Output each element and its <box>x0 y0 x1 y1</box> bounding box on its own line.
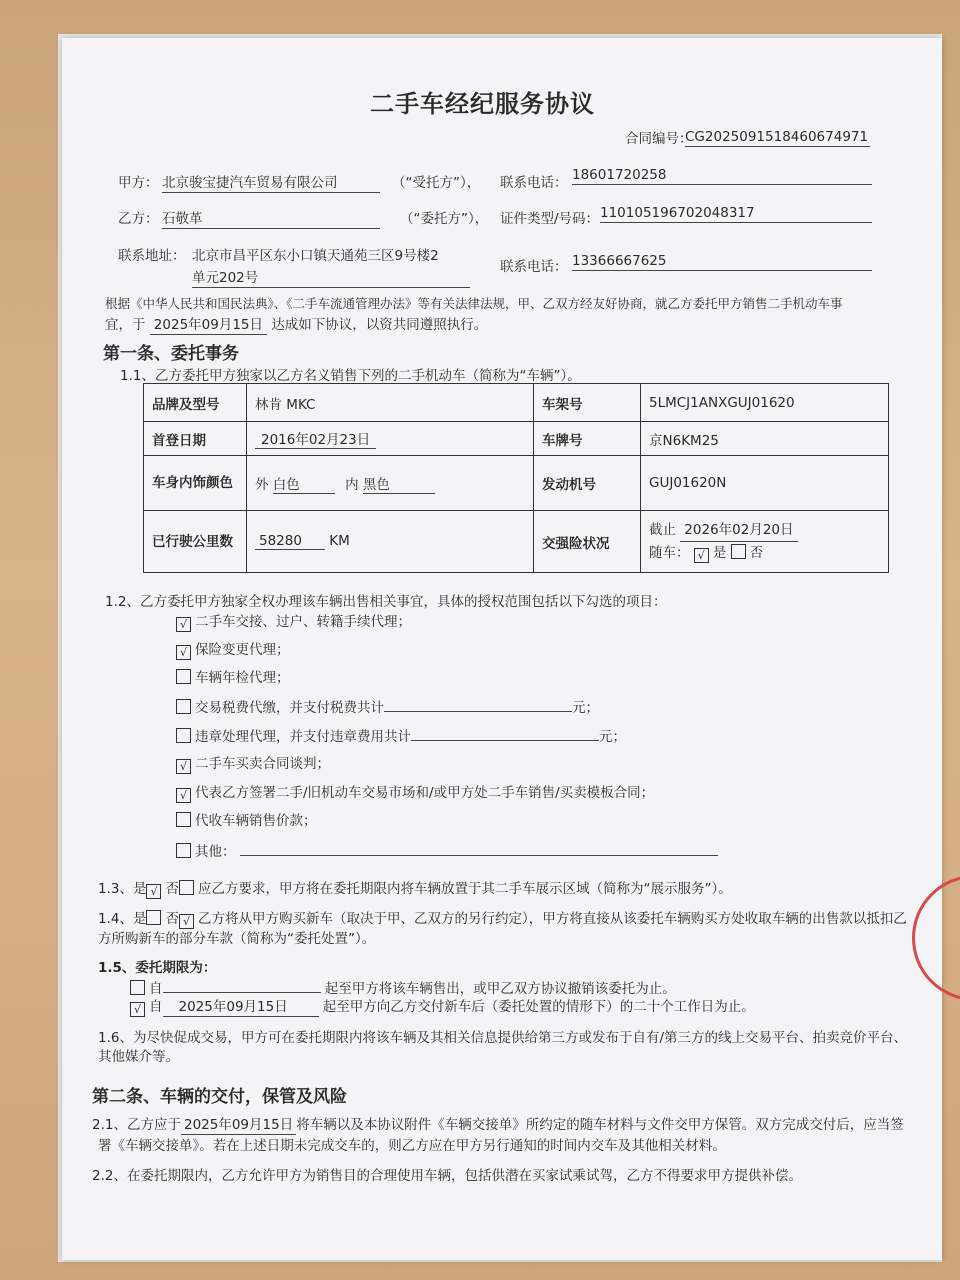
reg-date-label: 首登日期 <box>144 422 247 456</box>
color-label: 车身内饰颜色 <box>144 456 247 511</box>
option-8: 代收车辆销售价款； <box>176 812 317 830</box>
insurance-label: 交强险状况 <box>534 511 641 573</box>
checkbox-option-7[interactable]: √ <box>176 788 191 803</box>
option-5: 违章处理代理，并支付违章费用共计 元； <box>176 726 626 746</box>
party-b-id: 110105196702048317 <box>600 204 872 223</box>
clause-1-4: 1.4、是 否 √ 乙方将从甲方购买新车（取决于甲、乙双方的另行约定），甲方将直接从该委托车辆购买方处收取车辆的出售款以抵扣乙 <box>98 911 907 928</box>
clause-1-5-label: 1.5、委托期限为： <box>98 960 217 976</box>
checkbox-1-4-yes[interactable] <box>146 910 161 925</box>
checkbox-1-4-no[interactable]: √ <box>179 914 194 929</box>
party-a-phone-label: 联系电话： <box>500 175 568 191</box>
checkbox-1-3-yes[interactable]: √ <box>146 884 161 899</box>
option-7: √ 代表乙方签署二手/旧机动车交易市场和/或甲方处二手车销售/买卖模板合同； <box>176 784 654 803</box>
party-b-phone: 13366667625 <box>572 252 872 271</box>
color-cell: 外 白色 内 黑色 <box>247 456 534 511</box>
address-line2: 单元202号 <box>192 269 470 288</box>
tax-amount-blank[interactable] <box>384 697 572 712</box>
checkbox-option-9[interactable] <box>176 843 191 858</box>
party-a-role: （“受托方”）， <box>392 175 481 191</box>
agreement-date: 2025年09月15日 <box>150 316 267 335</box>
mileage-cell: 58280 KM <box>247 511 534 573</box>
insurance-until: 2026年02月20日 <box>680 519 797 542</box>
delivery-date: 2025年09月15日 <box>181 1116 296 1135</box>
interior-color: 黑色 <box>363 473 435 494</box>
table-row <box>144 422 889 456</box>
address-label: 联系地址： <box>118 248 186 264</box>
checkbox-term-1[interactable] <box>130 980 145 995</box>
exterior-color: 白色 <box>273 473 335 494</box>
checkbox-no[interactable] <box>731 544 746 559</box>
clause-1-2: 1.2、乙方委托甲方独家全权办理该车辆出售相关事宜，具体的授权范围包括以下勾选的项目： <box>105 594 667 610</box>
table-row <box>144 456 889 511</box>
brand-label: 品牌及型号 <box>144 384 247 422</box>
option-9: 其他： <box>176 841 718 861</box>
checkbox-option-2[interactable]: √ <box>176 645 191 660</box>
reg-date-value: 2016年02月23日 <box>255 428 376 449</box>
preamble-line1: 根据《中华人民共和国民法典》、《二手车流通管理办法》等有关法律法规，甲、乙双方经友好协商，就乙方委托甲方销售二手机动车事 <box>105 296 843 311</box>
option-6: √ 二手车买卖合同谈判； <box>176 755 330 774</box>
checkbox-option-6[interactable]: √ <box>176 759 191 774</box>
checkbox-term-2[interactable]: √ <box>130 1002 145 1017</box>
clause-1-6: 1.6、为尽快促成交易，甲方可在委托期限内将该车辆及其相关信息提供给第三方或发布于自有/第三方的线上交易平台、拍卖竞价平台、 <box>98 1030 908 1046</box>
party-b-label: 乙方： <box>118 211 159 227</box>
option-1: √ 二手车交接、过户、转籍手续代理； <box>176 613 411 632</box>
option-3: 车辆年检代理； <box>176 669 290 687</box>
party-b-id-label: 证件类型/号码： <box>500 211 600 227</box>
option-2: √ 保险变更代理； <box>176 641 290 660</box>
vehicle-table <box>143 383 889 573</box>
table-row <box>144 511 889 573</box>
party-b-role: （“委托方”）， <box>400 211 489 227</box>
insurance-cell: 截止 2026年02月20日 随车： √ 是 否 <box>641 511 889 573</box>
checkbox-yes[interactable]: √ <box>694 548 709 563</box>
party-b-name: 石敬革 <box>162 210 380 229</box>
party-a-name: 北京骏宝捷汽车贸易有限公司 <box>162 174 380 193</box>
clause-1-1: 1.1、乙方委托甲方独家以乙方名义销售下列的二手机动车（简称为“车辆”）。 <box>120 368 581 384</box>
clause-2-2: 2.2、在委托期限内，乙方允许甲方为销售目的合理使用车辆，包括供潜在买家试乘试驾，乙方不得要求甲方提供补偿。 <box>92 1168 802 1184</box>
term-option-2: √ 自 2025年09月15日 起至甲方向乙方交付新车后（委托处置的情形下）的二十个工作日为止。 <box>130 998 755 1017</box>
party-a-phone: 18601720258 <box>572 166 872 185</box>
table-row <box>144 384 889 422</box>
mileage-value: 58280 <box>255 533 325 550</box>
checkbox-option-4[interactable] <box>176 699 191 714</box>
clause-1-3: 1.3、是 √ 否 应乙方要求，甲方将在委托期限内将车辆放置于其二手车展示区域（简称为“展示服务”）。 <box>98 881 732 898</box>
engine-label: 发动机号 <box>534 456 641 511</box>
option-4: 交易税费代缴，并支付税费共计 元； <box>176 697 599 717</box>
violation-amount-blank[interactable] <box>411 726 599 741</box>
clause-2-1-line2: 署《车辆交接单》。若在上述日期未完成交车的，则乙方应在甲方另行通知的时间内交车及其他相关材料。 <box>98 1138 726 1154</box>
checkbox-option-5[interactable] <box>176 728 191 743</box>
term-start-date: 2025年09月15日 <box>163 998 319 1017</box>
address-line1: 北京市昌平区东小口镇天通苑三区9号楼2 <box>192 248 439 264</box>
plate-label: 车牌号 <box>534 422 641 456</box>
checkbox-option-8[interactable] <box>176 812 191 827</box>
party-b-phone-label: 联系电话： <box>500 259 568 275</box>
term-option-1: 自 起至甲方将该车辆售出，或甲乙双方协议撤销该委托为止。 <box>130 978 676 998</box>
vin-label: 车架号 <box>534 384 641 422</box>
contract-no: CG2025091518460674971 <box>685 129 869 145</box>
term-start-blank[interactable] <box>163 978 321 993</box>
clause-1-6-line2: 其他媒介等。 <box>98 1049 179 1065</box>
checkbox-option-1[interactable]: √ <box>176 617 191 632</box>
checkbox-option-3[interactable] <box>176 669 191 684</box>
engine-value: GUJ01620N <box>641 456 889 511</box>
party-a-label: 甲方： <box>118 175 159 191</box>
document-title: 二手车经纪服务协议 <box>370 90 595 118</box>
reg-date-cell <box>247 422 534 456</box>
checkbox-1-3-no[interactable] <box>179 880 194 895</box>
preamble-line2: 宜，于 2025年09月15日 达成如下协议，以资共同遵照执行。 <box>105 317 488 333</box>
article-2-heading: 第二条、车辆的交付，保管及风险 <box>92 1087 347 1107</box>
article-1-heading: 第一条、委托事务 <box>103 344 239 364</box>
clause-2-1: 2.1、乙方应于 2025年09月15日 将车辆以及本协议附件《车辆交接单》所约定的随车材料与文件交甲方保管。双方完成交付后，应当签 <box>92 1117 904 1133</box>
vin-value: 5LMCJ1ANXGUJ01620 <box>641 384 889 422</box>
other-blank[interactable] <box>240 841 718 856</box>
contract-no-label: 合同编号： <box>625 131 693 147</box>
brand-value: 林肯 MKC <box>247 384 534 422</box>
plate-value: 京N6KM25 <box>641 422 889 456</box>
mileage-label: 已行驶公里数 <box>144 511 247 573</box>
clause-1-4-line2: 方所购新车的部分车款（简称为“委托处置”）。 <box>98 931 376 947</box>
